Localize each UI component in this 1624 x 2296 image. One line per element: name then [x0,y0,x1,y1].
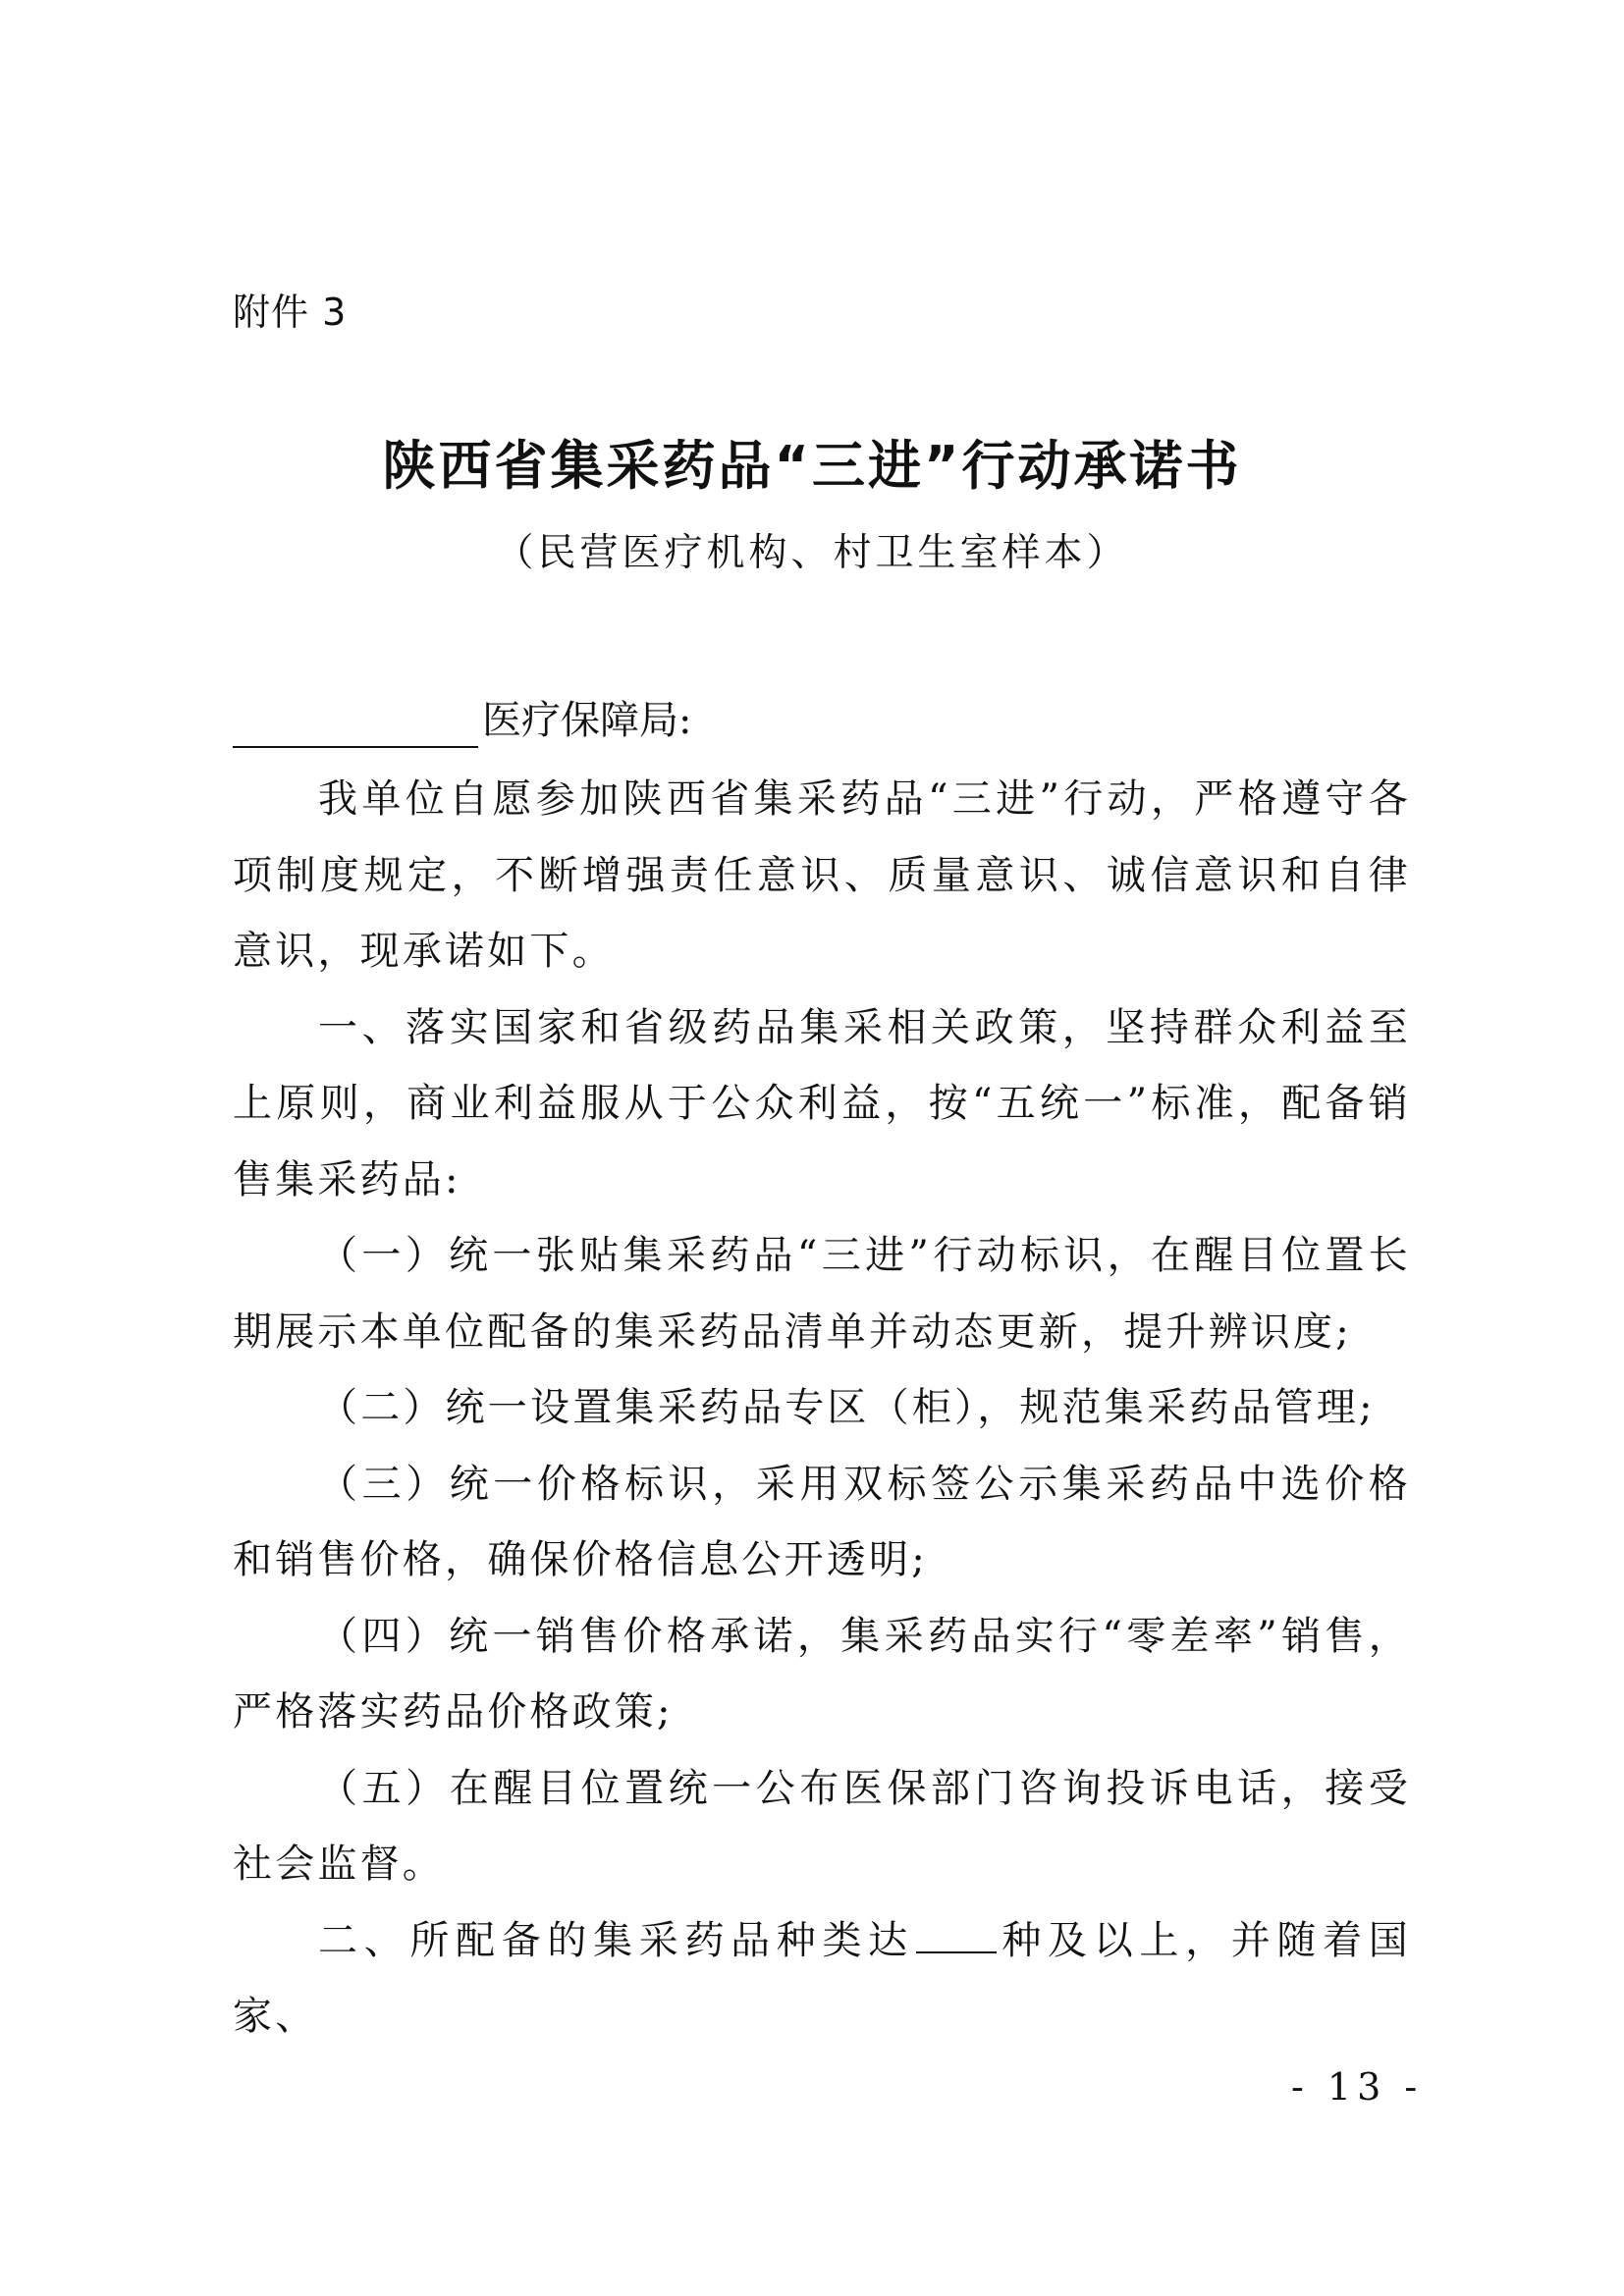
salutation [233,693,691,748]
commitment-point-2 [233,1903,1411,2056]
commitment-item-3: （三）统一价格标识，采用双标签公示集采药品中选价格和销售价格，确保价格信息公开透明; [233,1461,1411,1582]
point-2-text-after: 种及以上，并随着国家、 [233,1917,1411,2039]
attachment-label: 附件 3 [233,291,348,334]
intro-paragraph: 我单位自愿参加陕西省集采药品“三进”行动，严格遵守各项制度规定，不断增强责任意识、质量意识、诚信意识和自律意识，现承诺如下。 [233,776,1411,974]
document-subtitle: （民营医疗机构、村卫生室样本） [495,531,1129,575]
document-body [233,762,1411,2056]
commitment-item-5: （五）在醒目位置统一公布医保部门咨询投诉电话，接受社会监督。 [233,1765,1411,1887]
commitment-item-2: （二）统一设置集采药品专区（柜），规范集采药品管理; [318,1385,1376,1430]
commitment-point-1: 一、落实国家和省级药品集采相关政策，坚持群众利益至上原则，商业利益服从于公众利益，按“五统一”标准，配备销售集采药品: [233,1004,1411,1202]
commitment-item-4: （四）统一销售价格承诺，集采药品实行“零差率”销售，严格落实药品价格政策; [233,1613,1411,1735]
document-title: 陕西省集采药品“三进”行动承诺书 [382,435,1242,497]
page-number: - 13 - [1291,2065,1424,2109]
recipient-blank [233,703,478,748]
point-2-text-before: 二、所配备的集采药品种类达 [318,1917,914,1963]
commitment-item-1: （一）统一张贴集采药品“三进”行动标识，在醒目位置长期展示本单位配备的集采药品清单并动态更新，提升辨识度; [233,1233,1411,1355]
salutation-text: 医疗保障局: [482,698,692,743]
drug-count-blank [916,1912,997,1953]
